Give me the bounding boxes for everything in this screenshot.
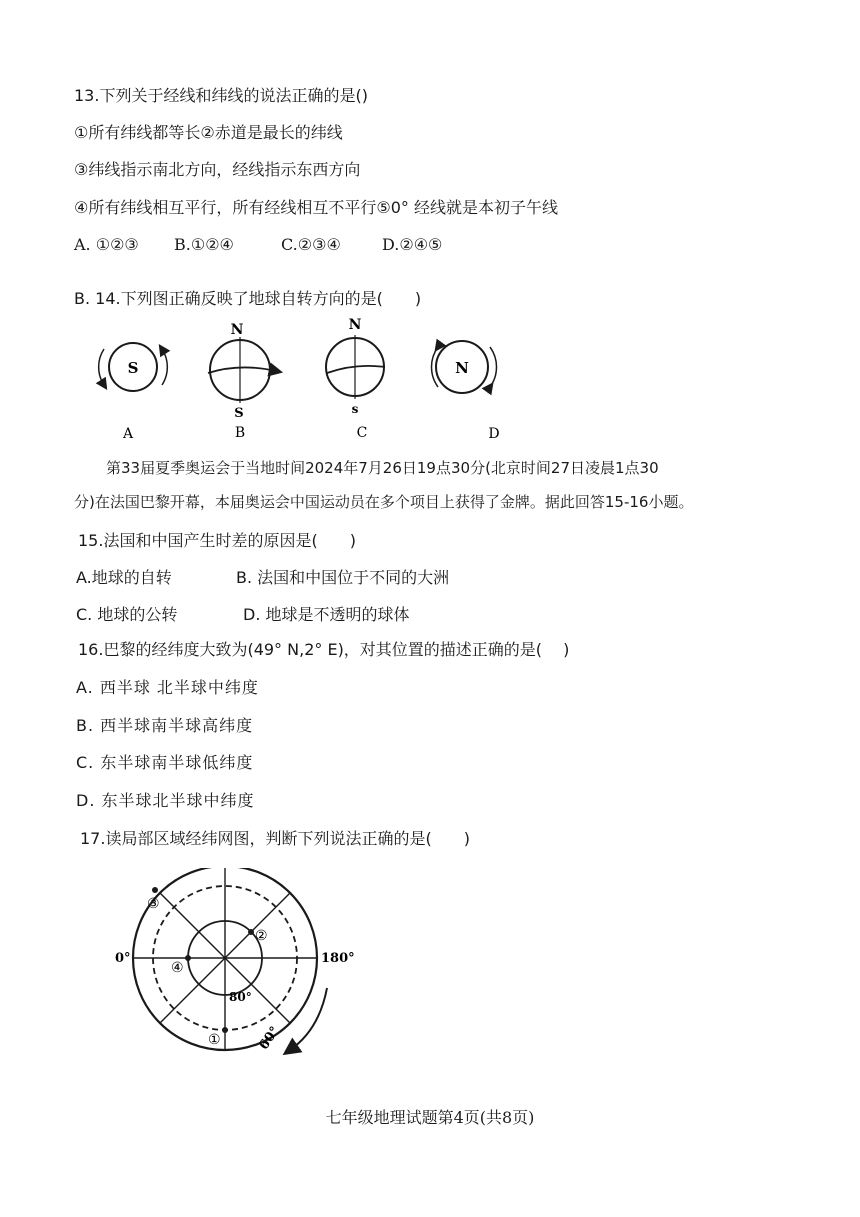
passage-line-1: 第33届夏季奥运会于当地时间2024年7月26日19点30分(北京时间27日凌晨1点30 — [106, 459, 659, 477]
q14-figure-c — [326, 317, 385, 441]
point-3-label: ③ — [147, 896, 160, 912]
q13-stem: 13.下列关于经线和纬线的说法正确的是() — [74, 86, 368, 105]
q13-option-d: D.②④⑤ — [382, 235, 443, 254]
figure-d-label: D — [488, 426, 500, 442]
q14-figures — [80, 315, 530, 450]
figure-c-north: N — [348, 317, 362, 333]
figure-d-pole: N — [455, 359, 469, 377]
point-1-label: ① — [208, 1032, 221, 1048]
q16-option-c: C. 东半球南半球低纬度 — [76, 753, 254, 772]
q16-option-b: B. 西半球南半球高纬度 — [76, 716, 254, 735]
q17-stem: 17.读局部区域经纬网图，判断下列说法正确的是( ) — [80, 829, 470, 848]
q14-figure-d — [431, 341, 499, 442]
q15-option-c: C. 地球的公转 — [76, 605, 178, 624]
q13-option-c: C.②③④ — [281, 235, 341, 254]
q13-statement-2: ③纬线指示南北方向，经线指示东西方向 — [74, 160, 361, 179]
figure-b-label: B — [234, 425, 246, 441]
q16-stem: 16.巴黎的经纬度大致为(49° N,2° E)，对其位置的描述正确的是( ) — [78, 640, 570, 659]
lon-label-180: 180° — [321, 951, 355, 966]
q15-option-d: D. 地球是不透明的球体 — [243, 605, 410, 624]
q15-option-a: A.地球的自转 — [76, 568, 172, 587]
q17-graticule-figure — [105, 868, 365, 1063]
figure-c-label: C — [356, 425, 368, 441]
figure-b-south: S — [234, 406, 244, 421]
q13-statement-1: ①所有纬线都等长②赤道是最长的纬线 — [74, 123, 343, 142]
lat-label-80: 80° — [229, 990, 252, 1004]
lon-label-0: 0° — [115, 951, 131, 966]
figure-a-pole: S — [127, 359, 139, 377]
figure-b-north: N — [230, 322, 244, 338]
figure-a-label: A — [122, 426, 134, 442]
q15-stem: 15.法国和中国产生时差的原因是( ) — [78, 531, 356, 550]
q14-stem: B. 14.下列图正确反映了地球自转方向的是( ) — [74, 289, 422, 308]
q13-option-b: B.①②④ — [174, 235, 234, 254]
q14-figure-b — [208, 322, 276, 441]
q15-option-b: B. 法国和中国位于不同的大洲 — [236, 568, 450, 587]
q14-figure-a — [99, 343, 168, 442]
q13-statement-3: ④所有纬线相互平行，所有经线相互不平行⑤0° 经线就是本初子午线 — [74, 198, 558, 217]
figure-c-south: s — [351, 402, 359, 416]
passage-line-2: 分)在法国巴黎开幕，本届奥运会中国运动员在多个项目上获得了金牌。据此回答15-16小题。 — [74, 493, 694, 511]
point-2-label: ② — [255, 928, 268, 944]
point-4-label: ④ — [171, 960, 184, 976]
page-footer: 七年级地理试题第4页(共8页) — [325, 1108, 535, 1127]
q16-option-d: D. 东半球北半球中纬度 — [76, 791, 255, 810]
q13-option-a: A. ①②③ — [74, 235, 139, 254]
lon-label-60: 60° — [256, 1023, 283, 1053]
q16-option-a: A. 西半球 北半球中纬度 — [76, 678, 259, 697]
